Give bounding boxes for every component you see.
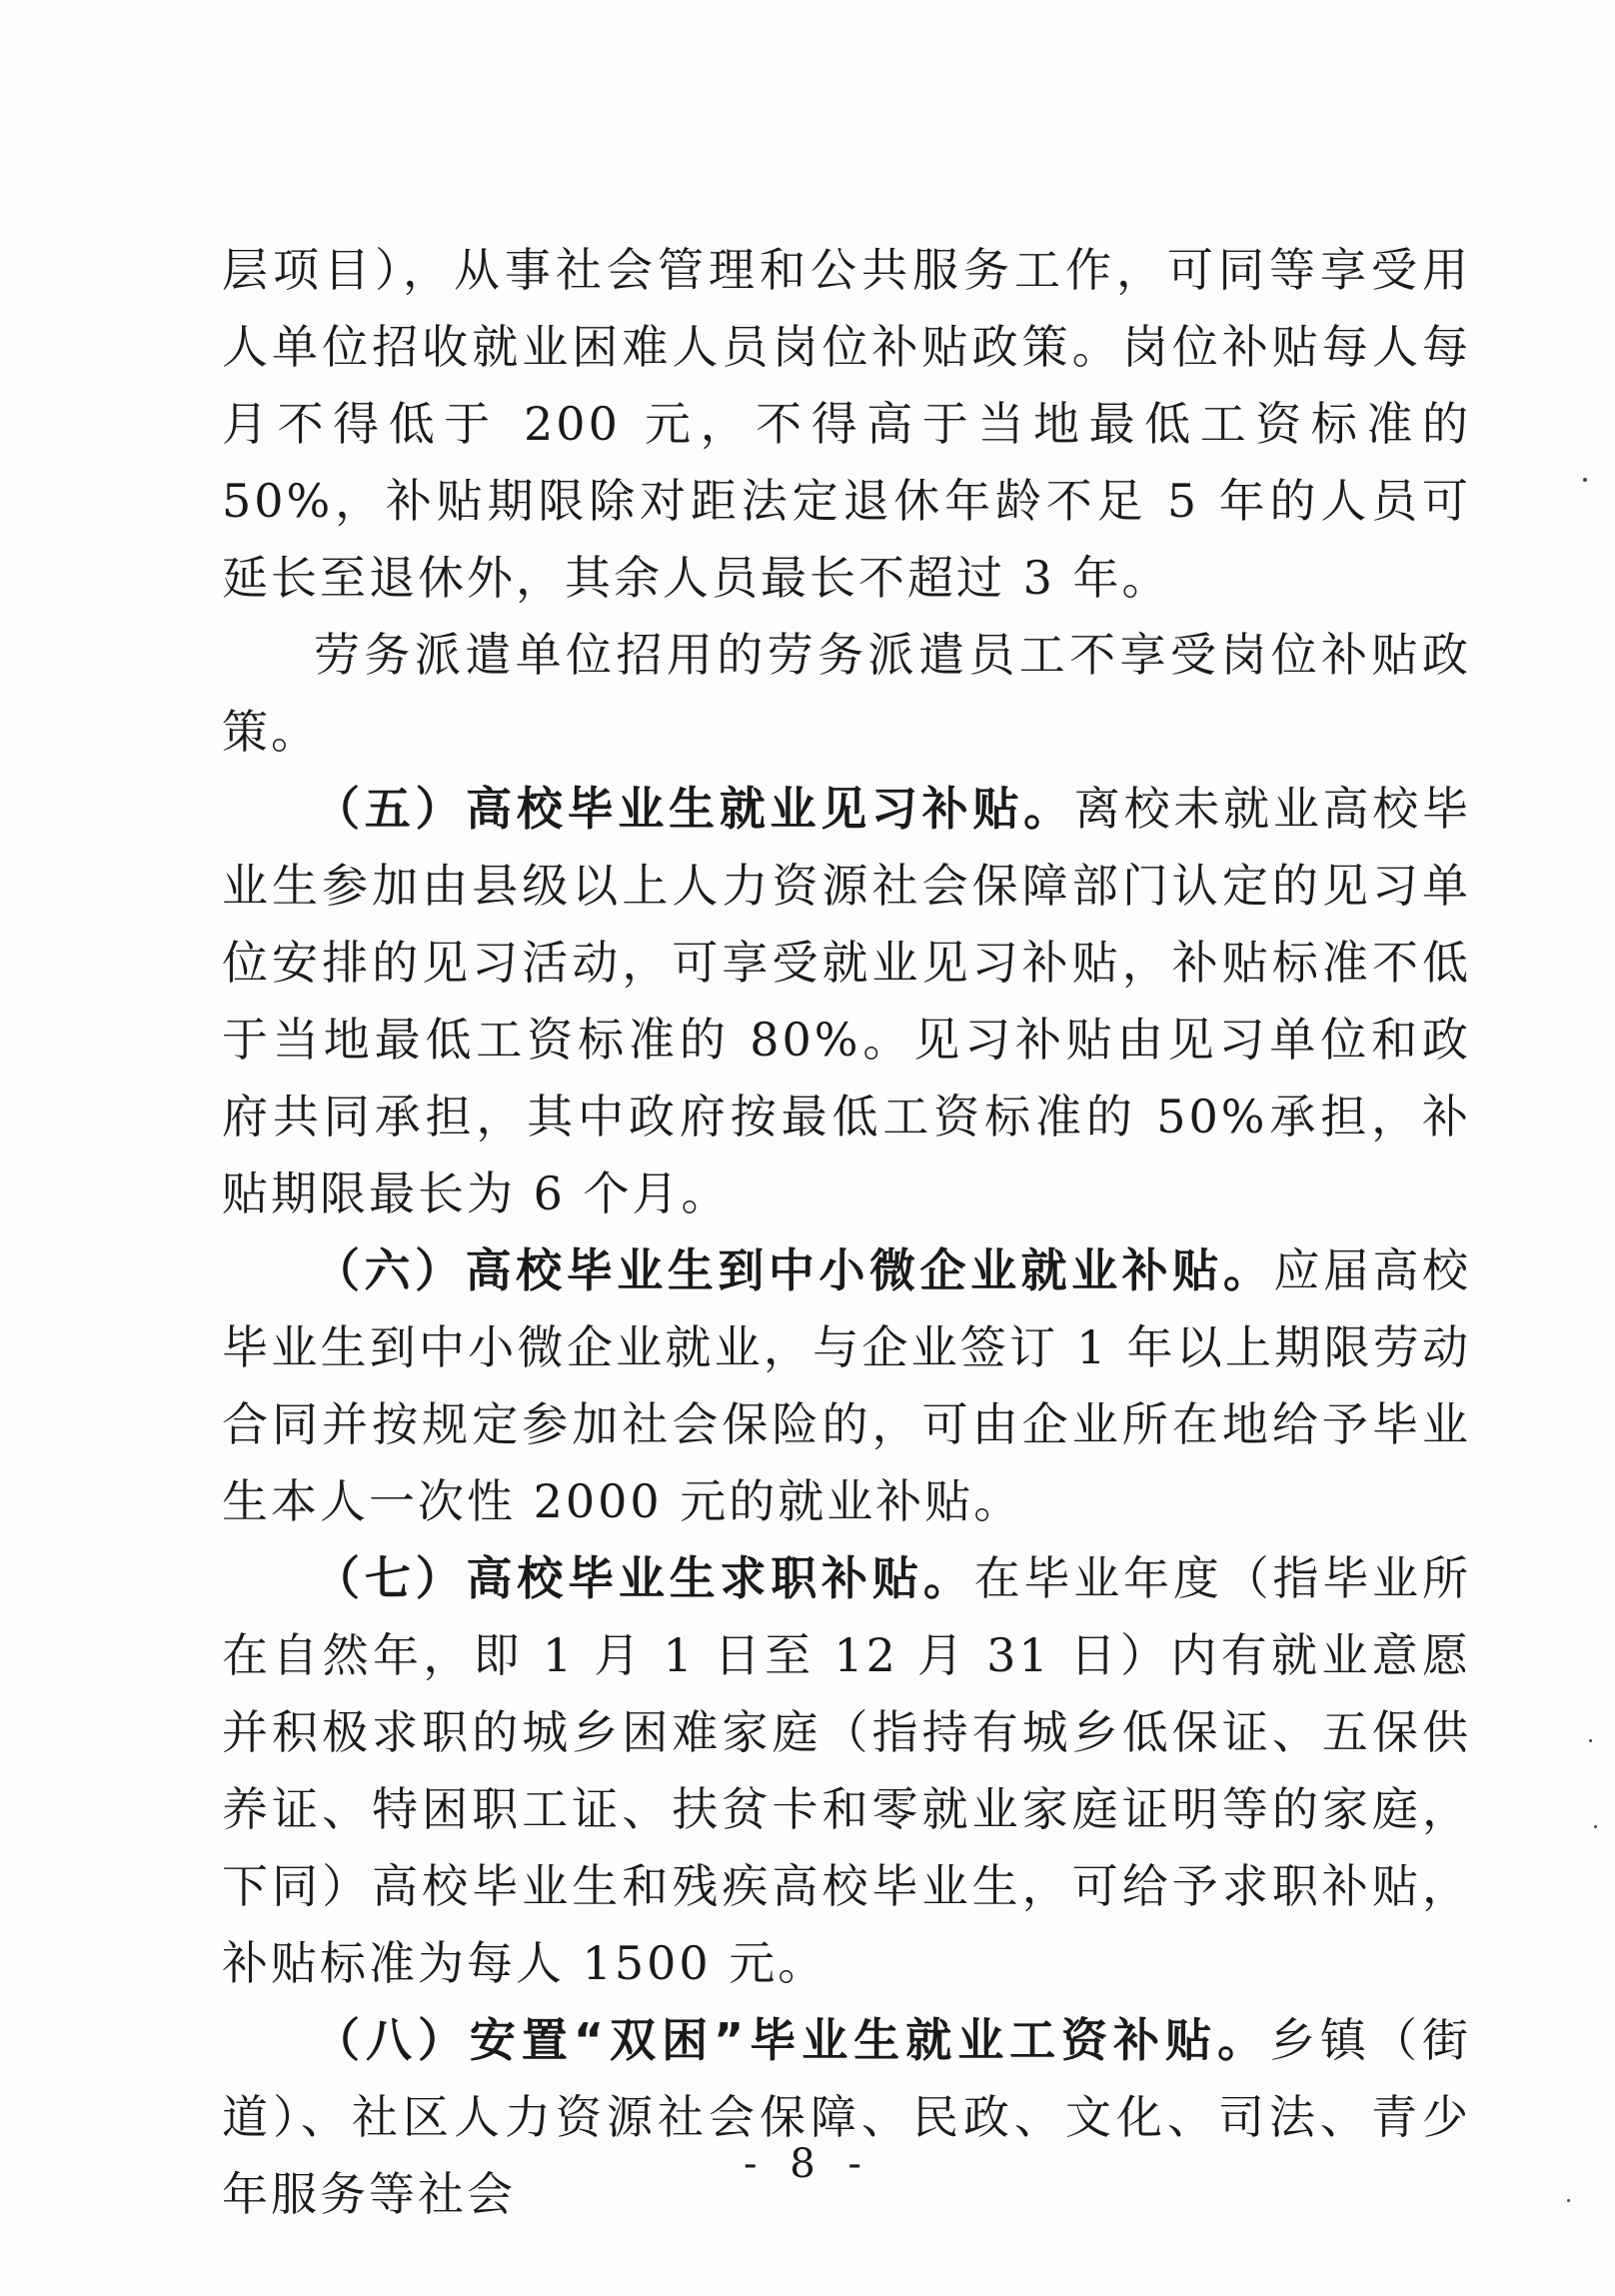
paragraph-dispatch-note (222, 617, 1471, 771)
paragraph-internship-subsidy (222, 771, 1471, 1232)
paragraph-text: 乡镇（街道）、社区人力资源社会保障、民政、文化、司法、青少年服务等社会 (222, 2013, 1471, 2221)
scan-speck (1567, 2199, 1570, 2202)
paragraph-heading: （七）高校毕业生求职补贴。 (314, 1551, 974, 1605)
paragraph-heading: （八）安置“双困”毕业生就业工资补贴。 (314, 2013, 1270, 2067)
paragraph-text: 层项目），从事社会管理和公共服务工作，可同等享受用人单位招收就业困难人员岗位补贴政策。岗位补贴每人每月不得低于 200 元，不得高于当地最低工资标准的 50%，补贴期限除对距法定退休年龄不足 5 年的人员可延长至退休外，其余人员最长不超过 3 年。 (222, 243, 1471, 605)
paragraph-heading: （五）高校毕业生就业见习补贴。 (314, 782, 1074, 836)
paragraph-text: 离校未就业高校毕业生参加由县级以上人力资源社会保障部门认定的见习单位安排的见习活动，可享受就业见习补贴，补贴标准不低于当地最低工资标准的 80%。见习补贴由见习单位和政府共同承担，其中政府按最低工资标准的 50%承担，补贴期限最长为 6 个月。 (222, 782, 1472, 1220)
paragraph-sme-employment-subsidy (222, 1232, 1471, 1540)
paragraph-text: 应届高校毕业生到中小微企业就业，与企业签订 1 年以上期限劳动合同并按规定参加社会保险的，可由企业所在地给予毕业生本人一次性 2000 元的就业补贴。 (222, 1243, 1472, 1528)
paragraph-continuation (222, 232, 1471, 617)
scan-speck (1583, 478, 1587, 482)
page-number: - 8 - (744, 2141, 871, 2187)
scan-speck (1589, 1739, 1592, 1742)
scan-speck (1594, 1825, 1597, 1828)
paragraph-heading: （六）高校毕业生到中小微企业就业补贴。 (314, 1243, 1274, 1297)
paragraph-text: 在毕业年度（指毕业所在自然年，即 1 月 1 日至 12 月 31 日）内有就业意愿并积极求职的城乡困难家庭（指持有城乡低保证、五保供养证、特困职工证、扶贫卡和零就业家庭证明等的家庭，下同）高校毕业生和残疾高校毕业生，可给予求职补贴，补贴标准为每人 1500 元。 (222, 1551, 1472, 1990)
paragraph-text: 劳务派遣单位招用的劳务派遣员工不享受岗位补贴政策。 (222, 628, 1471, 759)
paragraph-job-seeking-subsidy (222, 1540, 1471, 2002)
body-text (222, 232, 1471, 2233)
paragraph-wage-subsidy (222, 2002, 1471, 2233)
